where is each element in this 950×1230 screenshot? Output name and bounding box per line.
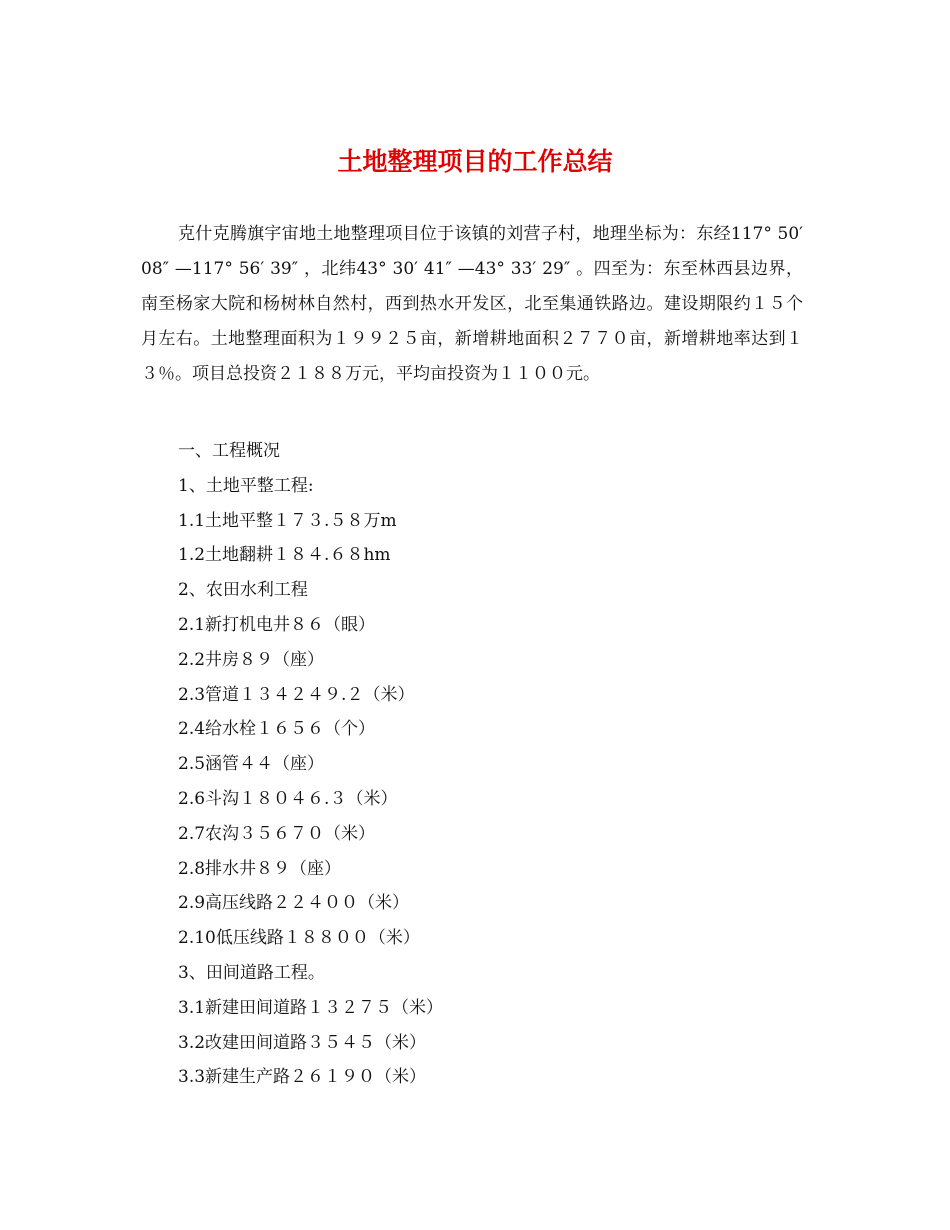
item-list: [178, 434, 798, 1095]
list-item: 2.5涵管４４（座）: [178, 754, 325, 775]
subsection-field-roads: 3、田间道路工程。: [178, 962, 325, 983]
subsection-land-leveling: 1、土地平整工程:: [178, 475, 314, 496]
list-item: 1.1土地平整１７３.５８万m: [178, 510, 397, 531]
list-item: 2.2井房８９（座）: [178, 649, 325, 670]
list-item: 2.10低压线路１８８００（米）: [178, 928, 420, 949]
list-item: 2.9高压线路２２４００（米）: [178, 893, 410, 914]
list-item: 3.2改建田间道路３５４５（米）: [178, 1032, 427, 1053]
list-item: 3.3新建生产路２６１９０（米）: [178, 1067, 427, 1088]
document-title: 土地整理项目的工作总结: [337, 147, 613, 176]
subsection-irrigation: 2、农田水利工程: [178, 580, 308, 601]
section-heading-overview: 一、工程概况: [178, 441, 280, 461]
list-item: 2.8排水井８９（座）: [178, 858, 342, 879]
list-item: 2.7农沟３５６７０（米）: [178, 823, 376, 844]
list-item: 2.3管道１３４２４９.２（米）: [178, 684, 415, 705]
list-item: 1.2土地翻耕１８４.６８hm: [178, 545, 391, 566]
list-item: 2.1新打机电井８６（眼）: [178, 614, 376, 635]
list-item: 3.1新建田间道路１３２７５（米）: [178, 997, 444, 1018]
list-item: 2.6斗沟１８０４６.３（米）: [178, 788, 398, 809]
intro-paragraph: 克什克腾旗宇宙地土地整理项目位于该镇的刘营子村，地理坐标为：东经117° 50′ 08″ —117° 56′ 39″ ，北纬43° 30′ 41″ —43° 33′ 29″ 。四至为：东至林西县边界，南至杨家大院和杨树林自然村，西到热水开发区，北至集通铁路边。建设期限约１５个月左右。土地整理面积为１９９２５亩，新增耕地面积２７７０亩，新增耕地率达到１３％。项目总投资２１８８万元，平均亩投资为１１００元。: [141, 224, 803, 384]
list-item: 2.4给水栓１６５６（个）: [178, 719, 376, 740]
